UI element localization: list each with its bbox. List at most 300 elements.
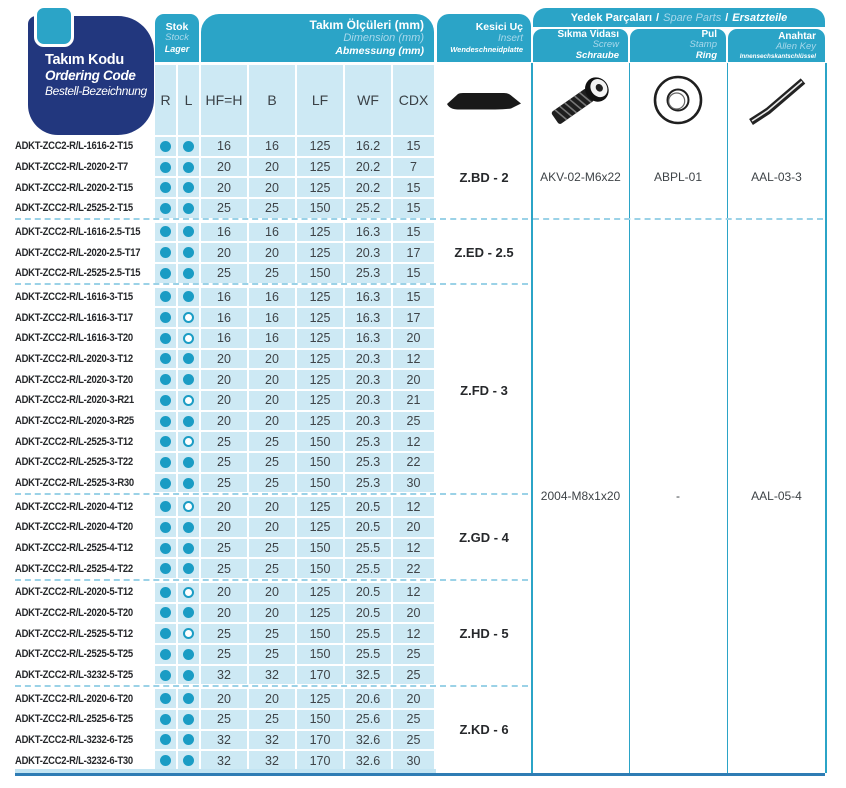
- stock-label-en: Stock: [165, 32, 189, 44]
- code-cell: [15, 370, 153, 389]
- stock-dot-l: [183, 416, 194, 427]
- ring-label-de: Ring: [695, 50, 717, 61]
- stock-l-cell: [178, 391, 199, 410]
- value-cell-b: 20: [249, 604, 295, 623]
- dimensions-label-tr: Takım Ölçüleri (mm): [309, 18, 424, 33]
- code-cell: [15, 624, 153, 643]
- stock-l-cell: [178, 497, 199, 516]
- value-cell-b: 25: [249, 559, 295, 578]
- value-cell-cdx: 15: [393, 264, 434, 283]
- insert-label-de: Wendeschneidplatte: [450, 45, 523, 55]
- stock-dot-r: [160, 734, 171, 745]
- screw-label-en: Screw: [592, 39, 619, 51]
- table-row: [15, 329, 436, 348]
- stock-l-cell: [178, 474, 199, 493]
- stock-dot-l: [183, 353, 194, 364]
- value-cell-wf: 32.5: [345, 666, 391, 685]
- value-cell-lf: 150: [297, 474, 343, 493]
- value-cell-b: 20: [249, 391, 295, 410]
- stock-dot-l: [183, 226, 194, 237]
- ordering-code: ADKT-ZCC2-R/L-2020-3-R21: [15, 394, 134, 407]
- code-cell: [15, 432, 153, 451]
- stock-l-cell: [178, 178, 199, 197]
- value-cell-cdx: 12: [393, 432, 434, 451]
- stock-r-cell: [155, 391, 176, 410]
- stock-dot-l: [183, 291, 194, 302]
- stock-r-cell: [155, 199, 176, 218]
- table-row: [15, 731, 436, 750]
- insert-group-label: Z.KD - 6: [459, 722, 509, 738]
- table-row: [15, 453, 436, 472]
- spare-group-separator: [533, 218, 823, 220]
- stock-dot-r: [160, 670, 171, 681]
- stock-l-cell: [178, 370, 199, 389]
- value-cell-cdx: 12: [393, 624, 434, 643]
- ordering-code: ADKT-ZCC2-R/L-2020-3-T20: [15, 373, 133, 386]
- value-cell-cdx: 22: [393, 453, 434, 472]
- ordering-code: ADKT-ZCC2-R/L-2020-5-T20: [15, 606, 133, 619]
- value-cell-lf: 125: [297, 288, 343, 307]
- separator: /: [725, 11, 729, 24]
- stock-r-cell: [155, 223, 176, 242]
- value-cell-lf: 125: [297, 604, 343, 623]
- code-cell: [15, 559, 153, 578]
- ordering-code: ADKT-ZCC2-R/L-2020-2-T7: [15, 161, 128, 174]
- stock-dot-l: [183, 162, 194, 173]
- allen-key-part-number: AAL-03-3: [751, 170, 802, 185]
- value-cell-lf: 170: [297, 666, 343, 685]
- stock-dot-r: [160, 333, 171, 344]
- ordering-code: ADKT-ZCC2-R/L-1616-2-T15: [15, 140, 133, 153]
- value-cell-b: 16: [249, 223, 295, 242]
- stock-r-cell: [155, 518, 176, 537]
- value-cell-hf: 32: [201, 751, 247, 770]
- stock-l-cell: [178, 288, 199, 307]
- table-row: [15, 158, 436, 177]
- stock-dot-l: [183, 312, 194, 323]
- ordering-code: ADKT-ZCC2-R/L-2525-4-T12: [15, 542, 133, 555]
- value-cell-wf: 20.3: [345, 391, 391, 410]
- value-cell-hf: 16: [201, 137, 247, 156]
- value-cell-lf: 125: [297, 497, 343, 516]
- value-cell-lf: 125: [297, 350, 343, 369]
- value-cell-lf: 125: [297, 329, 343, 348]
- value-cell-b: 16: [249, 137, 295, 156]
- key-label-tr: Anahtar: [778, 30, 816, 42]
- code-cell: [15, 178, 153, 197]
- stock-r-cell: [155, 666, 176, 685]
- value-cell-wf: 20.6: [345, 689, 391, 708]
- ordering-code: ADKT-ZCC2-R/L-2020-2-T15: [15, 181, 133, 194]
- column-header-r: R: [155, 65, 176, 135]
- allen-key-icon: [728, 69, 825, 131]
- stock-r-cell: [155, 559, 176, 578]
- title-tr: Takım Kodu: [45, 51, 124, 68]
- value-cell-wf: 20.3: [345, 243, 391, 262]
- insert-group-separator: [440, 579, 528, 581]
- spare-parts-header: [533, 8, 825, 27]
- value-cell-lf: 150: [297, 453, 343, 472]
- column-header-l: L: [178, 65, 199, 135]
- value-cell-wf: 25.3: [345, 264, 391, 283]
- stock-l-cell: [178, 604, 199, 623]
- value-cell-hf: 20: [201, 689, 247, 708]
- value-cell-b: 32: [249, 666, 295, 685]
- stock-dot-l: [183, 607, 194, 618]
- screw-header: [533, 29, 628, 62]
- stock-dot-l: [183, 247, 194, 258]
- table-row: [15, 264, 436, 283]
- value-cell-lf: 150: [297, 264, 343, 283]
- screw-label-tr: Sıkma Vidası: [557, 29, 619, 41]
- value-cell-lf: 125: [297, 689, 343, 708]
- ordering-code: ADKT-ZCC2-R/L-2525-5-T12: [15, 627, 133, 640]
- value-cell-cdx: 12: [393, 350, 434, 369]
- value-cell-lf: 150: [297, 199, 343, 218]
- value-cell-lf: 150: [297, 539, 343, 558]
- stock-r-cell: [155, 624, 176, 643]
- table-row: [15, 751, 436, 770]
- stock-dot-l: [183, 436, 194, 447]
- value-cell-cdx: 20: [393, 689, 434, 708]
- stock-l-cell: [178, 158, 199, 177]
- stock-dot-l: [183, 182, 194, 193]
- stock-r-cell: [155, 432, 176, 451]
- code-cell: [15, 710, 153, 729]
- value-cell-wf: 32.6: [345, 751, 391, 770]
- value-cell-b: 25: [249, 264, 295, 283]
- code-cell: [15, 264, 153, 283]
- stock-dot-l: [183, 649, 194, 660]
- stock-dot-r: [160, 587, 171, 598]
- table-row: [15, 539, 436, 558]
- table-row: [15, 432, 436, 451]
- ordering-code: ADKT-ZCC2-R/L-2020-4-T12: [15, 500, 133, 513]
- ordering-code: ADKT-ZCC2-R/L-2020-6-T20: [15, 692, 133, 705]
- stock-dot-r: [160, 182, 171, 193]
- value-cell-lf: 125: [297, 518, 343, 537]
- stock-dot-r: [160, 714, 171, 725]
- value-cell-b: 20: [249, 497, 295, 516]
- value-cell-wf: 20.3: [345, 350, 391, 369]
- ordering-code: ADKT-ZCC2-R/L-2525-3-T12: [15, 435, 133, 448]
- screw-part-number: AKV-02-M6x22: [540, 170, 621, 185]
- value-cell-b: 16: [249, 308, 295, 327]
- value-cell-cdx: 25: [393, 731, 434, 750]
- code-cell: [15, 583, 153, 602]
- key-label-de: Innensechskantschlüssel: [739, 52, 816, 60]
- ordering-code: ADKT-ZCC2-R/L-3232-5-T25: [15, 669, 133, 682]
- table-row: [15, 288, 436, 307]
- value-cell-cdx: 20: [393, 518, 434, 537]
- value-cell-lf: 125: [297, 391, 343, 410]
- value-cell-wf: 20.3: [345, 412, 391, 431]
- value-cell-hf: 16: [201, 308, 247, 327]
- stock-r-cell: [155, 370, 176, 389]
- stock-l-cell: [178, 350, 199, 369]
- code-cell: [15, 288, 153, 307]
- table-row: [15, 604, 436, 623]
- stock-l-cell: [178, 223, 199, 242]
- value-cell-cdx: 25: [393, 710, 434, 729]
- stock-dot-l: [183, 543, 194, 554]
- ordering-code: ADKT-ZCC2-R/L-2020-5-T12: [15, 586, 133, 599]
- table-row: [15, 412, 436, 431]
- stock-dot-l: [183, 670, 194, 681]
- stock-l-cell: [178, 137, 199, 156]
- code-cell: [15, 731, 153, 750]
- stock-dot-r: [160, 162, 171, 173]
- value-cell-lf: 150: [297, 624, 343, 643]
- table-row: [15, 391, 436, 410]
- value-cell-b: 20: [249, 243, 295, 262]
- value-cell-hf: 16: [201, 223, 247, 242]
- corner-accent-square: [34, 5, 74, 47]
- stock-l-cell: [178, 432, 199, 451]
- group-separator: [15, 283, 436, 285]
- table-row: [15, 583, 436, 602]
- value-cell-cdx: 15: [393, 199, 434, 218]
- stock-l-cell: [178, 666, 199, 685]
- stock-l-cell: [178, 412, 199, 431]
- ordering-code: ADKT-ZCC2-R/L-1616-3-T17: [15, 311, 133, 324]
- value-cell-wf: 20.5: [345, 497, 391, 516]
- stock-r-cell: [155, 288, 176, 307]
- allen-key-header: [728, 29, 825, 62]
- value-cell-wf: 16.3: [345, 329, 391, 348]
- value-cell-wf: 25.5: [345, 539, 391, 558]
- column-header-lf: LF: [297, 65, 343, 135]
- stock-dot-l: [183, 734, 194, 745]
- ordering-code: ADKT-ZCC2-R/L-2525-3-R30: [15, 477, 134, 490]
- stock-l-cell: [178, 199, 199, 218]
- stock-r-cell: [155, 751, 176, 770]
- stock-dot-r: [160, 203, 171, 214]
- stock-r-cell: [155, 689, 176, 708]
- value-cell-b: 25: [249, 645, 295, 664]
- stock-r-cell: [155, 264, 176, 283]
- insert-group-label: Z.GD - 4: [459, 530, 509, 546]
- value-cell-hf: 20: [201, 412, 247, 431]
- insert-group-separator: [440, 685, 528, 687]
- insert-icon: [437, 69, 531, 131]
- insert-group-separator: [440, 283, 528, 285]
- value-cell-hf: 25: [201, 432, 247, 451]
- insert-header: [437, 14, 531, 62]
- value-cell-wf: 25.3: [345, 474, 391, 493]
- value-cell-hf: 32: [201, 666, 247, 685]
- code-cell: [15, 412, 153, 431]
- value-cell-cdx: 30: [393, 751, 434, 770]
- table-row: [15, 710, 436, 729]
- code-cell: [15, 223, 153, 242]
- stock-l-cell: [178, 308, 199, 327]
- value-cell-hf: 20: [201, 370, 247, 389]
- insert-label-tr: Kesici Uç: [475, 21, 523, 34]
- stock-l-cell: [178, 624, 199, 643]
- stock-r-cell: [155, 350, 176, 369]
- stock-r-cell: [155, 453, 176, 472]
- stock-r-cell: [155, 645, 176, 664]
- stock-r-cell: [155, 731, 176, 750]
- stock-label-tr: Stok: [165, 21, 189, 34]
- value-cell-hf: 25: [201, 539, 247, 558]
- value-cell-lf: 125: [297, 583, 343, 602]
- stock-r-cell: [155, 412, 176, 431]
- value-cell-hf: 20: [201, 178, 247, 197]
- value-cell-wf: 25.5: [345, 559, 391, 578]
- value-cell-cdx: 25: [393, 645, 434, 664]
- group-separator: [15, 685, 436, 687]
- code-cell: [15, 137, 153, 156]
- value-cell-b: 20: [249, 518, 295, 537]
- stock-dot-l: [183, 693, 194, 704]
- spare-label-de: Ersatzteile: [732, 11, 788, 24]
- value-cell-cdx: 17: [393, 243, 434, 262]
- ordering-code: ADKT-ZCC2-R/L-2525-2-T15: [15, 202, 133, 215]
- stock-dot-l: [183, 755, 194, 766]
- table-row: [15, 308, 436, 327]
- value-cell-lf: 125: [297, 158, 343, 177]
- table-row: [15, 666, 436, 685]
- table-row: [15, 370, 436, 389]
- value-cell-wf: 20.2: [345, 158, 391, 177]
- ordering-code: ADKT-ZCC2-R/L-2020-4-T20: [15, 521, 133, 534]
- stock-dot-r: [160, 543, 171, 554]
- stock-r-cell: [155, 243, 176, 262]
- value-cell-cdx: 12: [393, 497, 434, 516]
- stock-l-cell: [178, 518, 199, 537]
- ordering-code: ADKT-ZCC2-R/L-1616-3-T20: [15, 332, 133, 345]
- column-header-cdx: CDX: [393, 65, 434, 135]
- value-cell-wf: 20.3: [345, 370, 391, 389]
- value-cell-cdx: 15: [393, 178, 434, 197]
- code-cell: [15, 539, 153, 558]
- stock-dot-r: [160, 226, 171, 237]
- value-cell-cdx: 30: [393, 474, 434, 493]
- value-cell-wf: 25.5: [345, 645, 391, 664]
- dimensions-label-en: Dimension (mm): [343, 32, 424, 45]
- value-cell-b: 25: [249, 432, 295, 451]
- stock-dot-r: [160, 522, 171, 533]
- stock-l-cell: [178, 329, 199, 348]
- value-cell-b: 32: [249, 751, 295, 770]
- stock-dot-r: [160, 478, 171, 489]
- table-row: [15, 624, 436, 643]
- stock-dot-r: [160, 312, 171, 323]
- value-cell-b: 25: [249, 474, 295, 493]
- value-cell-hf: 20: [201, 518, 247, 537]
- stock-l-cell: [178, 583, 199, 602]
- value-cell-wf: 16.3: [345, 223, 391, 242]
- ordering-code: ADKT-ZCC2-R/L-2525-5-T25: [15, 648, 133, 661]
- value-cell-hf: 25: [201, 559, 247, 578]
- value-cell-b: 20: [249, 412, 295, 431]
- stock-dot-r: [160, 436, 171, 447]
- value-cell-b: 25: [249, 710, 295, 729]
- table-bottom-border: [15, 773, 825, 776]
- value-cell-b: 16: [249, 288, 295, 307]
- ring-label-en: Stamp: [689, 39, 717, 51]
- insert-group-label: Z.ED - 2.5: [454, 245, 514, 261]
- stock-r-cell: [155, 329, 176, 348]
- value-cell-cdx: 21: [393, 391, 434, 410]
- ordering-code: ADKT-ZCC2-R/L-2020-2.5-T17: [15, 246, 141, 259]
- stock-dot-l: [183, 203, 194, 214]
- dimensions-label-de: Abmessung (mm): [335, 45, 424, 58]
- code-cell: [15, 308, 153, 327]
- stock-dot-l: [183, 478, 194, 489]
- value-cell-wf: 25.3: [345, 432, 391, 451]
- ordering-code: ADKT-ZCC2-R/L-2525-3-T22: [15, 456, 133, 469]
- column-header-b: B: [249, 65, 295, 135]
- value-cell-cdx: 17: [393, 308, 434, 327]
- table-row: [15, 178, 436, 197]
- code-cell: [15, 751, 153, 770]
- stock-dot-l: [183, 563, 194, 574]
- stock-dot-l: [183, 141, 194, 152]
- stock-l-cell: [178, 559, 199, 578]
- code-cell: [15, 689, 153, 708]
- table-row: [15, 689, 436, 708]
- value-cell-b: 20: [249, 583, 295, 602]
- stock-dot-l: [183, 333, 194, 344]
- value-cell-b: 20: [249, 178, 295, 197]
- ring-header: [630, 29, 726, 62]
- value-cell-cdx: 7: [393, 158, 434, 177]
- value-cell-wf: 25.2: [345, 199, 391, 218]
- value-cell-lf: 150: [297, 432, 343, 451]
- stock-l-cell: [178, 710, 199, 729]
- stock-r-cell: [155, 474, 176, 493]
- value-cell-b: 25: [249, 453, 295, 472]
- stock-l-cell: [178, 453, 199, 472]
- stock-label-de: Lager: [164, 44, 190, 55]
- code-cell: [15, 350, 153, 369]
- stock-l-cell: [178, 264, 199, 283]
- value-cell-lf: 170: [297, 751, 343, 770]
- value-cell-hf: 25: [201, 199, 247, 218]
- insert-group-label: Z.HD - 5: [459, 626, 509, 642]
- value-cell-lf: 125: [297, 178, 343, 197]
- code-cell: [15, 497, 153, 516]
- code-cell: [15, 199, 153, 218]
- value-cell-hf: 20: [201, 604, 247, 623]
- table-row: [15, 223, 436, 242]
- value-cell-cdx: 20: [393, 329, 434, 348]
- value-cell-hf: 20: [201, 350, 247, 369]
- insert-group-label: Z.BD - 2: [459, 169, 509, 185]
- table-row: [15, 199, 436, 218]
- value-cell-lf: 125: [297, 137, 343, 156]
- value-cell-wf: 20.5: [345, 604, 391, 623]
- value-cell-hf: 20: [201, 583, 247, 602]
- stock-r-cell: [155, 604, 176, 623]
- value-cell-lf: 125: [297, 243, 343, 262]
- stock-r-cell: [155, 158, 176, 177]
- stock-dot-l: [183, 395, 194, 406]
- stock-dot-r: [160, 353, 171, 364]
- dimensions-header: [201, 14, 434, 62]
- value-cell-cdx: 20: [393, 604, 434, 623]
- stock-dot-r: [160, 628, 171, 639]
- table-row: [15, 350, 436, 369]
- value-cell-hf: 25: [201, 710, 247, 729]
- insert-group-label: Z.FD - 3: [460, 382, 508, 398]
- value-cell-cdx: 12: [393, 539, 434, 558]
- value-cell-b: 20: [249, 158, 295, 177]
- screw-part-number: 2004-M8x1x20: [540, 489, 621, 504]
